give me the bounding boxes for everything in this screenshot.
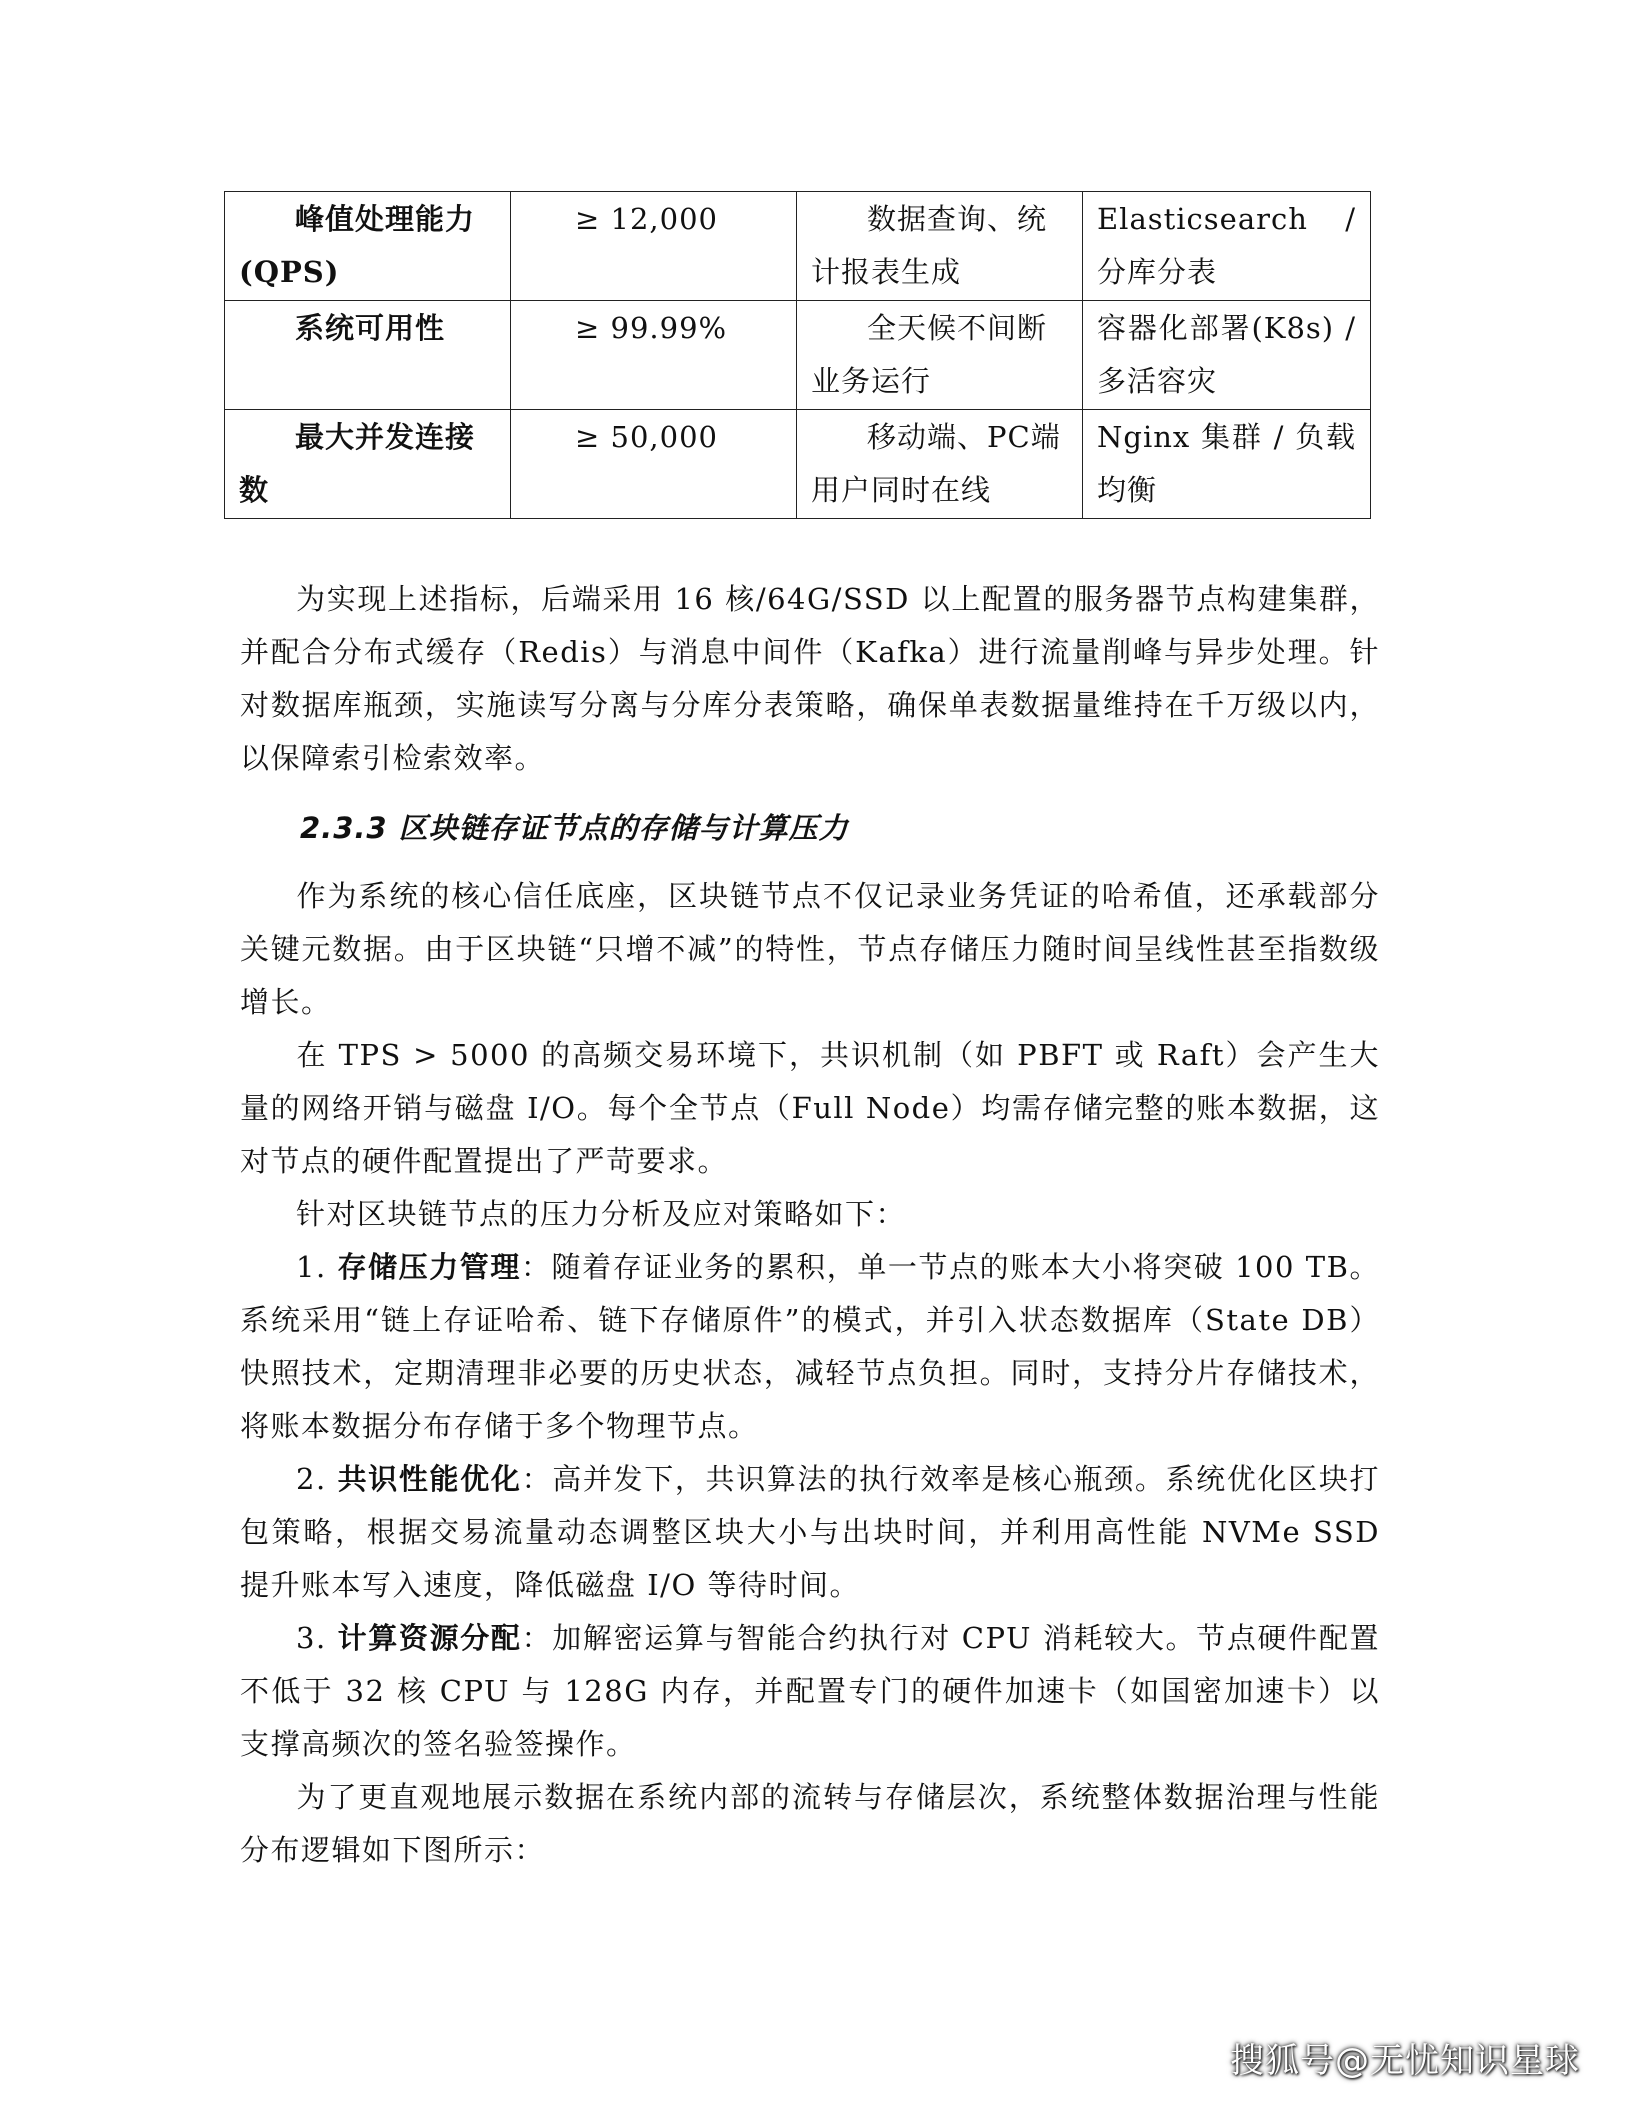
table-row [225, 301, 1371, 410]
list-item-consensus: 2. 共识性能优化：高并发下，共识算法的执行效率是核心瓶颈。系统优化区块打包策略，根据交易流量动态调整区块大小与出块时间，并利用高性能 NVMe SSD 提升账本写入速度，降低磁盘 I/O 等待时间。 [240, 1462, 1380, 1602]
paragraph-backend-config: 为实现上述指标，后端采用 16 核/64G/SSD 以上配置的服务器节点构建集群，并配合分布式缓存（Redis）与消息中间件（Kafka）进行流量削峰与异步处理。针对数据库瓶颈，实施读写分离与分库分表策略，确保单表数据量维持在千万级以内，以保障索引检索效率。 [240, 582, 1380, 775]
tech-cell: Nginx 集群 / 负载均衡 [1083, 410, 1371, 519]
target-cell: ≥ 12,000 [511, 192, 797, 301]
paragraph-tps-consensus: 在 TPS > 5000 的高频交易环境下，共识机制（如 PBFT 或 Raft）会产生大量的网络开销与磁盘 I/O。每个全节点（Full Node）均需存储完整的账本数据，这对节点的硬件配置提出了严苛要求。 [240, 1038, 1380, 1178]
tech-cell: Elasticsearch / 分库分表 [1083, 192, 1371, 301]
target-cell: ≥ 99.99% [511, 301, 797, 410]
scenario-cell: 移动端、PC端用户同时在线 [797, 410, 1083, 519]
target-cell: ≥ 50,000 [511, 410, 797, 519]
watermark-text: 搜狐号@无忧知识星球 [1230, 2041, 1580, 2081]
tech-cell: 容器化部署(K8s) / 多活容灾 [1083, 301, 1371, 410]
scenario-cell: 全天候不间断业务运行 [797, 301, 1083, 410]
metric-cell: 最大并发连接 数 [225, 410, 511, 519]
list-item-storage: 1. 存储压力管理：随着存证业务的累积，单一节点的账本大小将突破 100 TB。系统采用“链上存证哈希、链下存储原件”的模式，并引入状态数据库（State DB）快照技术，定期清理非必要的历史状态，减轻节点负担。同时，支持分片存储技术，将账本数据分布存储于多个物理节点。 [240, 1250, 1380, 1443]
table-row [225, 192, 1371, 301]
paragraph-figure-intro: 为了更直观地展示数据在系统内部的流转与存储层次，系统整体数据治理与性能分布逻辑如下图所示： [240, 1780, 1380, 1867]
paragraph-blockchain-intro: 作为系统的核心信任底座，区块链节点不仅记录业务凭证的哈希值，还承载部分关键元数据。由于区块链“只增不减”的特性，节点存储压力随时间呈线性甚至指数级增长。 [240, 879, 1380, 1019]
paragraph-strategy-lead: 针对区块链节点的压力分析及应对策略如下： [296, 1197, 907, 1231]
table-row [225, 410, 1371, 519]
section-heading: 2.3.3 区块链存证节点的存储与计算压力 [300, 811, 849, 845]
scenario-cell: 数据查询、统计报表生成 [797, 192, 1083, 301]
list-item-compute: 3. 计算资源分配：加解密运算与智能合约执行对 CPU 消耗较大。节点硬件配置不低于 32 核 CPU 与 128G 内存，并配置专门的硬件加速卡（如国密加速卡）以支撑高频次的签名验签操作。 [240, 1621, 1380, 1761]
performance-spec-table [224, 191, 1371, 519]
metric-cell: 峰值处理能力 (QPS) [225, 192, 511, 301]
metric-cell: 系统可用性 [225, 301, 511, 410]
